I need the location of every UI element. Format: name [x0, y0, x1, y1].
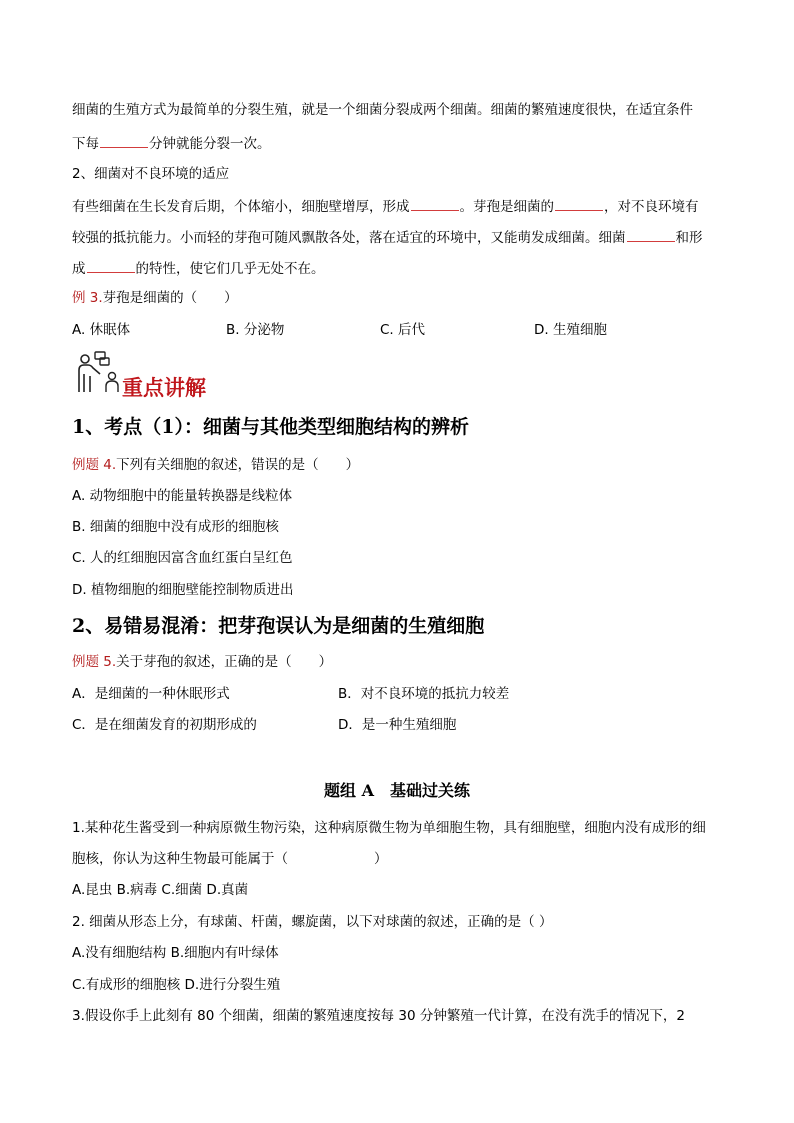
adaptation-line-1 [72, 196, 732, 216]
option-b[interactable]: B．对不良环境的抵抗力较差 [338, 686, 510, 702]
adaptation-text: 和形 [675, 230, 703, 246]
option-a[interactable]: A. 休眠体 [72, 322, 131, 338]
example-4-option-a[interactable]: A. 动物细胞中的能量转换器是线粒体 [72, 488, 293, 504]
key-explanation-heading: 重点讲解 [122, 375, 206, 400]
option-d[interactable]: D. 生殖细胞 [534, 322, 607, 338]
adaptation-text: 。芽孢是细菌的 [459, 199, 554, 215]
question-text: 下列有关细胞的叙述，错误的是（ ） [116, 457, 360, 473]
example-label: 例题 4. [72, 457, 117, 473]
intro-text-1: 细菌的生殖方式为最简单的分裂生殖，就是一个细菌分裂成两个细菌。细菌的繁殖速度很快，在适宜条件 [72, 102, 693, 118]
example-label: 例题 5. [72, 654, 117, 670]
adaptation-text: 较强的抵抗能力。小而轻的芽孢可随风飘散各处，落在适宜的环境中，又能萌发成细菌。细菌 [72, 230, 626, 246]
q2-options-row-1[interactable]: A.没有细胞结构 B.细胞内有叶绿体 [72, 945, 279, 961]
fill-blank[interactable] [411, 196, 459, 211]
intro-text-2a: 下每 [72, 136, 99, 152]
example-3-question [72, 289, 732, 307]
q1-options[interactable]: A.昆虫 B.病毒 C.细菌 D.真菌 [72, 882, 249, 898]
fill-blank[interactable] [87, 258, 135, 273]
q1-text-end: ） [374, 851, 388, 867]
adaptation-text: 有些细菌在生长发育后期，个体缩小，细胞壁增厚，形成 [72, 199, 410, 215]
example-4-option-b[interactable]: B. 细菌的细胞中没有成形的细胞核 [72, 519, 279, 535]
adaptation-text: 成 [72, 261, 86, 277]
example-label: 例 3. [72, 290, 103, 306]
point-2-heading: 2、易错易混淆：把芽孢误认为是细菌的生殖细胞 [72, 615, 485, 637]
fill-blank[interactable] [627, 227, 675, 242]
subheading-text: 2、细菌对不良环境的适应 [72, 166, 230, 182]
question-text: 关于芽孢的叙述，正确的是（ ） [116, 654, 333, 670]
q3-question: 3.假设你手上此刻有 80 个细菌，细菌的繁殖速度按每 30 分钟繁殖一代计算，在没有洗手的情况下，2 [72, 1008, 685, 1024]
example-4-option-d[interactable]: D. 植物细胞的细胞壁能控制物质进出 [72, 582, 294, 598]
option-d[interactable]: D．是一种生殖细胞 [338, 717, 457, 733]
adaptation-text: ，对不良环境有 [604, 199, 699, 215]
adaptation-line-3 [72, 258, 732, 278]
example-5-options-row-2 [72, 716, 732, 734]
q2-question: 2. 细菌从形态上分，有球菌、杆菌，螺旋菌，以下对球菌的叙述，正确的是（ ） [72, 914, 553, 930]
example-4-option-c[interactable]: C. 人的红细胞因富含血红蛋白呈红色 [72, 550, 293, 566]
question-text: 芽孢是细菌的（ ） [102, 290, 238, 306]
option-c[interactable]: C．是在细菌发育的初期形成的 [72, 717, 257, 733]
adaptation-text: 的特性，使它们几乎无处不在。 [135, 261, 325, 277]
q1-text: 胞核，你认为这种生物最可能属于（ [72, 851, 288, 867]
option-a[interactable]: A．是细菌的一种休眠形式 [72, 686, 230, 702]
example-3-options [72, 321, 732, 339]
example-5-options-row-1 [72, 685, 732, 703]
example-4-question [72, 456, 732, 474]
point-1-heading: 1、考点（1）：细菌与其他类型细胞结构的辨析 [72, 416, 469, 438]
intro-line-1 [72, 101, 732, 119]
group-a-title: 题组 A 基础过关练 [324, 781, 470, 800]
intro-line-2 [72, 133, 732, 153]
example-5-question [72, 653, 732, 671]
q1-line-1: 1.某种花生酱受到一种病原微生物污染，这种病原微生物为单细胞生物，具有细胞壁，细胞内没有成形的细 [72, 820, 706, 836]
intro-text-2b: 分钟就能分裂一次。 [149, 136, 271, 152]
fill-blank[interactable] [100, 133, 148, 148]
q1-line-2 [72, 850, 732, 868]
adaptation-line-2 [72, 227, 732, 247]
teacher-presenting-icon [76, 350, 120, 394]
option-b[interactable]: B. 分泌物 [226, 322, 285, 338]
option-c[interactable]: C. 后代 [380, 322, 426, 338]
subheading-adaptation [72, 165, 732, 183]
fill-blank[interactable] [555, 196, 603, 211]
q2-options-row-2[interactable]: C.有成形的细胞核 D.进行分裂生殖 [72, 977, 281, 993]
